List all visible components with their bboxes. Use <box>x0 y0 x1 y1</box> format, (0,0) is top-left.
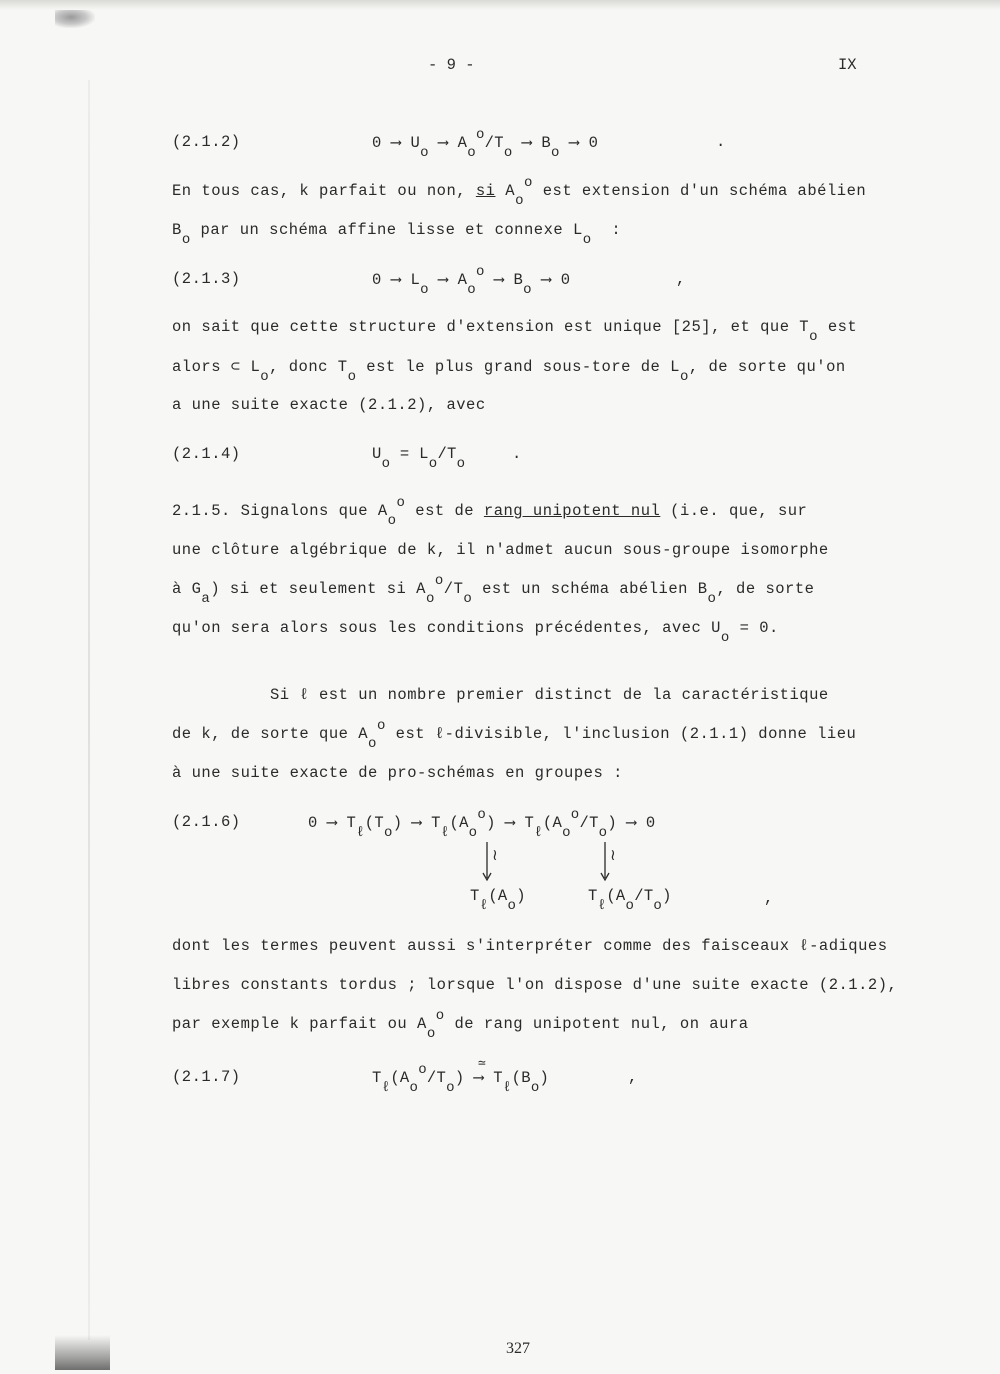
zero: 0 <box>588 134 599 152</box>
subscript: o <box>467 282 476 298</box>
symbol-A: A <box>505 182 516 200</box>
isomorphism-mark: ≀ <box>610 847 616 865</box>
subscript: ℓ <box>381 1080 391 1096</box>
section-numeral: IX <box>838 56 857 74</box>
subscript: o <box>347 369 357 385</box>
text: /T <box>443 580 464 598</box>
subscript: o <box>679 369 689 385</box>
subscript: o <box>463 591 473 607</box>
text: = L <box>399 445 429 463</box>
underlined-text: rang unipotent nul <box>483 502 661 520</box>
text: est extension d'un schéma abélien <box>542 182 867 200</box>
page-number: 327 <box>506 1340 530 1357</box>
equation-end-mark: . <box>716 133 726 151</box>
paragraph-line <box>172 221 622 248</box>
text: ) <box>486 814 496 832</box>
subscript: o <box>653 898 663 914</box>
equation-2-1-6-top-row <box>308 807 656 841</box>
equation-label-2-1-7: (2.1.7) <box>172 1068 241 1086</box>
text: de k, de sorte que A <box>172 725 369 743</box>
symbol-T: T <box>346 814 357 832</box>
subscript: o <box>507 898 517 914</box>
paragraph-line: à une suite exacte de pro-schémas en groupes : <box>172 764 623 782</box>
text: , de sorte <box>716 580 815 598</box>
text: qu'on sera alors sous les conditions précédentes, avec U <box>172 619 721 637</box>
text: (A <box>542 814 563 832</box>
text: on sait que cette structure d'extension est unique [25], et que T <box>172 318 810 336</box>
equation-2-1-7 <box>372 1056 550 1096</box>
subscript: o <box>446 1080 455 1096</box>
text: alors ⊂ L <box>172 358 261 376</box>
text: (A <box>606 887 626 905</box>
subscript: o <box>428 456 438 472</box>
symbol-U: U <box>410 134 421 152</box>
subscript: o <box>809 329 819 345</box>
subscript: ℓ <box>356 825 365 841</box>
subscript: o <box>387 513 397 529</box>
paragraph-line <box>172 718 857 752</box>
equation-2-1-3 <box>372 264 571 298</box>
text: à G <box>172 580 202 598</box>
subscript: ℓ <box>479 898 489 914</box>
symbol-B: B <box>172 221 182 239</box>
superscript: o <box>434 573 444 589</box>
arrow-icon: ⟶ <box>391 271 401 289</box>
subscript: o <box>515 193 524 209</box>
zero: 0 <box>372 134 382 152</box>
paragraph-line: Si ℓ est un nombre premier distinct de la caractéristique <box>270 686 829 704</box>
arrow-icon: ⟶ <box>391 134 401 152</box>
paragraph-line <box>172 619 779 646</box>
subscript: o <box>420 145 429 161</box>
equation-label-2-1-2: (2.1.2) <box>172 133 241 151</box>
equation-label-2-1-6: (2.1.6) <box>172 813 241 831</box>
arrow-icon: ⟶ <box>411 814 422 832</box>
isomorphism-arrow <box>474 1056 487 1087</box>
paragraph-line <box>172 495 808 529</box>
text: /T <box>426 1069 447 1087</box>
text: ) <box>539 1069 550 1087</box>
subscript: o <box>181 232 191 248</box>
subscript: a <box>201 591 211 607</box>
equation-end-mark: , <box>676 270 686 288</box>
text: /T <box>437 445 457 463</box>
symbol-T: T <box>524 814 535 832</box>
paragraph-line: dont les termes peuvent aussi s'interpréter comme des faisceaux ℓ-adiques <box>172 937 888 955</box>
paragraph-line <box>172 1008 749 1042</box>
paragraph-line: a une suite exacte (2.1.2), avec <box>172 396 486 414</box>
superscript: o <box>396 495 406 511</box>
text: est <box>827 318 858 336</box>
text: ) si et seulement si A <box>210 580 426 598</box>
equation-label-2-1-3: (2.1.3) <box>172 270 241 288</box>
subscript: o <box>381 456 391 472</box>
equation-2-1-4 <box>372 445 466 472</box>
symbol-U: U <box>372 445 382 463</box>
text: En tous cas, k parfait ou non, <box>172 182 467 200</box>
zero: 0 <box>560 271 571 289</box>
symbol-A: A <box>457 134 468 152</box>
subscript: ℓ <box>597 898 607 914</box>
subscript: o <box>467 145 476 161</box>
scan-top-edge <box>0 0 1000 10</box>
superscript: o <box>475 264 485 280</box>
arrow-icon: ⟶ <box>626 814 637 832</box>
symbol-T: T <box>470 887 480 905</box>
text: est le plus grand sous-tore de L <box>366 358 680 376</box>
subscript: o <box>468 825 478 841</box>
symbol-T: T <box>372 1069 382 1087</box>
scan-smudge-bottom <box>55 1335 110 1370</box>
symbol-B: B <box>513 271 524 289</box>
text: par un schéma affine lisse et connexe L <box>200 221 583 239</box>
symbol-T: T <box>493 1069 503 1087</box>
text: est un schéma abélien B <box>482 580 708 598</box>
subscript: o <box>420 282 429 298</box>
text: (B <box>511 1069 531 1087</box>
text: , donc T <box>269 358 348 376</box>
text: = 0. <box>739 619 779 637</box>
symbol-T: T <box>431 814 441 832</box>
equation-2-1-6-bottom-right <box>588 887 672 914</box>
scan-left-edge <box>88 80 90 1340</box>
superscript: o <box>435 1008 445 1024</box>
equation-2-1-6-bottom-left <box>470 887 526 914</box>
arrow-icon: ⟶ <box>438 134 449 152</box>
equation-label-2-1-4: (2.1.4) <box>172 445 241 463</box>
subscript: o <box>582 232 592 248</box>
text: est de <box>415 502 475 520</box>
superscript: o <box>475 127 485 143</box>
subscript: o <box>530 1080 540 1096</box>
zero: 0 <box>308 814 318 832</box>
subscript: o <box>551 145 560 161</box>
symbol-slash-T: /T <box>484 134 504 152</box>
text: /T <box>579 814 599 832</box>
arrow-icon: ⟶ <box>494 271 504 289</box>
symbol-B: B <box>541 134 552 152</box>
subscript: o <box>425 591 435 607</box>
scan-smudge <box>55 10 95 28</box>
isomorphism-mark: ≃ <box>478 1056 487 1071</box>
text: (A <box>488 887 508 905</box>
arrow-icon: ⟶ <box>327 814 337 832</box>
symbol-T: T <box>588 887 598 905</box>
text: 2.1.5. Signalons que A <box>172 502 388 520</box>
subscript: o <box>503 145 513 161</box>
subscript: ℓ <box>440 825 450 841</box>
subscript: o <box>562 825 571 841</box>
text: : <box>611 221 622 239</box>
subscript: o <box>383 825 393 841</box>
paragraph-line <box>172 357 846 385</box>
text: par exemple k parfait ou A <box>172 1015 427 1033</box>
zero: 0 <box>645 814 656 832</box>
superscript: o <box>524 175 533 191</box>
equation-end-mark: . <box>512 445 522 463</box>
equation-end-mark: , <box>628 1068 638 1086</box>
equation-2-1-2 <box>372 127 599 161</box>
subscript: o <box>523 282 532 298</box>
subscript: o <box>368 736 377 752</box>
equation-end-mark: , <box>764 889 774 907</box>
superscript: o <box>418 1062 427 1078</box>
subscript: o <box>625 898 635 914</box>
text: ) <box>516 887 526 905</box>
superscript: o <box>376 718 386 734</box>
arrow-icon: ⟶ <box>474 1069 484 1087</box>
text: de rang unipotent nul, on aura <box>454 1015 749 1033</box>
superscript: o <box>570 807 580 823</box>
subscript: ℓ <box>502 1080 512 1096</box>
arrow-icon: ⟶ <box>505 814 515 832</box>
isomorphism-mark: ≀ <box>492 847 498 865</box>
text: ) <box>607 814 617 832</box>
subscript: ℓ <box>534 825 543 841</box>
text: (T <box>364 814 384 832</box>
paragraph-line <box>172 175 867 209</box>
subscript: o <box>598 825 608 841</box>
paragraph-line: libres constants tordus ; lorsque l'on dispose d'une suite exacte (2.1.2), <box>172 976 898 994</box>
text: est ℓ-divisible, l'inclusion (2.1.1) donne lieu <box>395 725 857 743</box>
text: (A <box>390 1069 410 1087</box>
subscript: o <box>409 1080 419 1096</box>
superscript: o <box>477 807 487 823</box>
subscript: o <box>426 1026 436 1042</box>
subscript: o <box>720 630 730 646</box>
arrow-icon: ⟶ <box>438 271 449 289</box>
zero: 0 <box>372 271 382 289</box>
underlined-text: si <box>475 182 496 200</box>
arrow-icon: ⟶ <box>522 134 532 152</box>
text: ) <box>392 814 403 832</box>
text: ) <box>454 1069 465 1087</box>
page-marker: - 9 - <box>428 56 475 74</box>
arrow-icon: ⟶ <box>569 134 579 152</box>
text: /T <box>634 887 654 905</box>
symbol-A: A <box>457 271 468 289</box>
subscript: o <box>707 591 717 607</box>
subscript: o <box>456 456 466 472</box>
text: ) <box>662 887 672 905</box>
paragraph-line <box>172 573 815 607</box>
paragraph-line: une clôture algébrique de k, il n'admet aucun sous-groupe isomorphe <box>172 541 829 559</box>
text: , de sorte qu'on <box>688 358 846 376</box>
text: (A <box>449 814 469 832</box>
paragraph-line <box>172 318 858 345</box>
arrow-icon: ⟶ <box>541 271 552 289</box>
text: (i.e. que, sur <box>670 502 808 520</box>
symbol-L: L <box>410 271 421 289</box>
subscript: o <box>260 369 270 385</box>
